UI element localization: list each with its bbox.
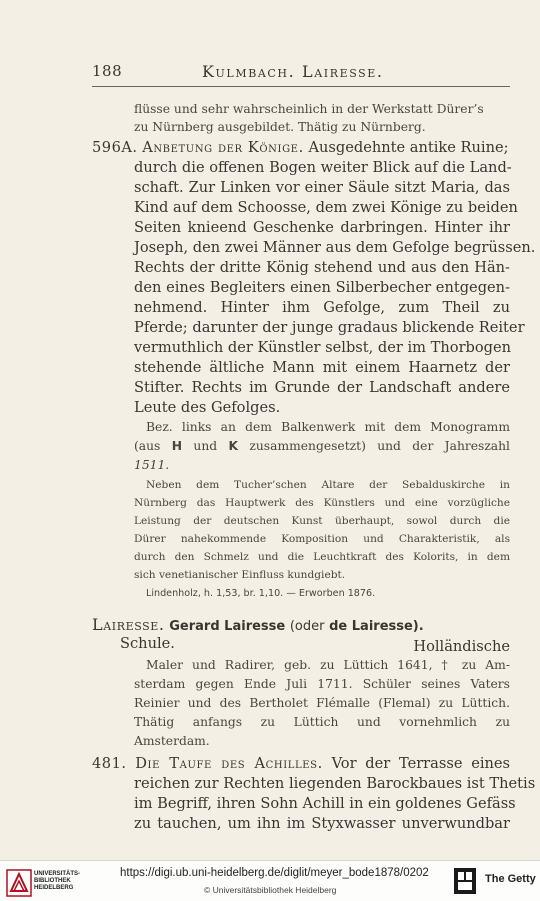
monogram-letter: H	[171, 439, 183, 453]
note-line: Dürer nahekommende Komposition und Charakteristik, als	[134, 533, 510, 545]
text-line: Stifter. Rechts im Grunde der Landschaft andere	[134, 379, 510, 396]
biography-line: Thätig anfangs zu Lüttich und vornehmlich zu	[134, 715, 510, 729]
university-library-logo-icon	[6, 869, 32, 897]
text-line: Rechts der dritte König stehend und aus den Hän-	[134, 259, 510, 276]
text-line: stehende ältliche Mann mit einem Haarnetz der	[134, 359, 510, 376]
entry-number: 481.	[92, 755, 127, 772]
text-line: reichen zur Rechten liegenden Barockbaues ist Thetis	[134, 775, 536, 792]
catalog-entry-481	[92, 754, 510, 774]
copyright-notice: © Universitätsbibliothek Heidelberg	[204, 885, 337, 895]
artist-full-name: Gerard Lairesse	[169, 619, 286, 634]
note-line: Leistung der deutschen Kunst überhaupt, sowol durch die	[134, 515, 510, 527]
note-line: durch den Schmelz und die Leuchtkraft des Kolorits, in dem	[134, 551, 510, 563]
text-line: den eines Begleiters einen Silberbecher entgegen-	[134, 279, 510, 296]
text-line: vermuthlich der Künstler selbst, der im Thorbogen	[134, 339, 512, 356]
entry-title: Die Taufe des Achilles.	[135, 755, 323, 772]
text-line: Seiten knieend Geschenke darbringen. Hinter ihr	[134, 219, 510, 236]
text-line: zu tauchen, um ihn im Styxwasser unverwundbar	[134, 815, 510, 832]
text-line: flüsse und sehr wahrscheinlich in der Werkstatt Dürer’s	[134, 102, 484, 116]
signature-year: 1511.	[134, 458, 170, 472]
signature-note: (aus H und K zusammengesetzt) und der Jahreszahl	[134, 439, 510, 453]
artist-surname: Lairesse.	[92, 615, 165, 634]
text-line: im Begriff, ihren Sohn Achill in ein goldenes Gefäss	[134, 795, 516, 812]
text-line: Kind auf dem Schoosse, dem zwei Könige zu beiden	[134, 199, 518, 216]
viewer-footer	[0, 860, 540, 901]
biography-line: sterdam gegen Ende Juli 1711. Schüler seines Vaters	[134, 677, 510, 691]
note-line: Nürnberg das Hauptwerk des Künstlers und eine vorzügliche	[134, 497, 510, 509]
note-line: sich venetianischer Einfluss kundgiebt.	[134, 569, 346, 581]
technical-data: Lindenholz, h. 1,53, br. 1,10. — Erworben 1876.	[146, 588, 376, 599]
entry-number: 596A.	[92, 139, 138, 156]
text-line: Vor der Terrasse eines	[331, 755, 511, 772]
text-line: schaft. Zur Linken vor einer Säule sitzt Maria, das	[134, 179, 510, 196]
text-line: zu Nürnberg ausgebildet. Thätig zu Nürnberg.	[134, 120, 426, 134]
biography-line: Amsterdam.	[134, 734, 210, 748]
entry-title: Anbetung der Könige.	[142, 139, 304, 156]
text-line: Joseph, den zwei Männer aus dem Gefolge begrüssen.	[134, 239, 536, 256]
running-title: Kulmbach. Lairesse.	[202, 62, 384, 81]
partner-name: The Getty	[485, 873, 536, 885]
note-line: Neben dem Tucher’schen Altare der Sebalduskirche in	[146, 479, 510, 491]
text-line: durch die offenen Bogen weiter Blick auf die Land-	[134, 159, 512, 176]
permalink[interactable]: https://digi.ub.uni-heidelberg.de/diglit/meyer_bode1878/0202	[120, 867, 429, 879]
artist-school: Schule.	[120, 635, 175, 652]
artist-school: Holländische	[413, 638, 510, 655]
biography-line: Maler und Radirer, geb. zu Lüttich 1641, † zu Am-	[146, 658, 510, 672]
text-line: Ausgedehnte antike Ruine;	[308, 139, 509, 156]
getty-logo-icon	[454, 868, 476, 894]
text-line: nehmend. Hinter ihm Gefolge, zum Theil zu	[134, 299, 510, 316]
header-rule	[92, 86, 510, 87]
artist-heading: Lairesse. Gerard Lairesse (oder de Lairesse). Holländische	[92, 615, 510, 655]
monogram-letter: K	[228, 439, 239, 453]
biography-line: Reinier und des Bertholet Flémalle (Flemal) zu Lüttich.	[134, 696, 510, 710]
running-header	[92, 62, 480, 86]
catalog-entry-596a	[92, 138, 510, 158]
signature-note: Bez. links an dem Balkenwerk mit dem Monogramm	[146, 420, 510, 434]
page-number: 188	[92, 62, 123, 80]
text-line: Leute des Gefolges.	[134, 399, 281, 416]
library-name: UNIVERSITÄTS- BIBLIOTHEK HEIDELBERG	[34, 871, 81, 891]
text-line: Pferde; darunter der junge gradaus blickende Reiter	[134, 319, 525, 336]
